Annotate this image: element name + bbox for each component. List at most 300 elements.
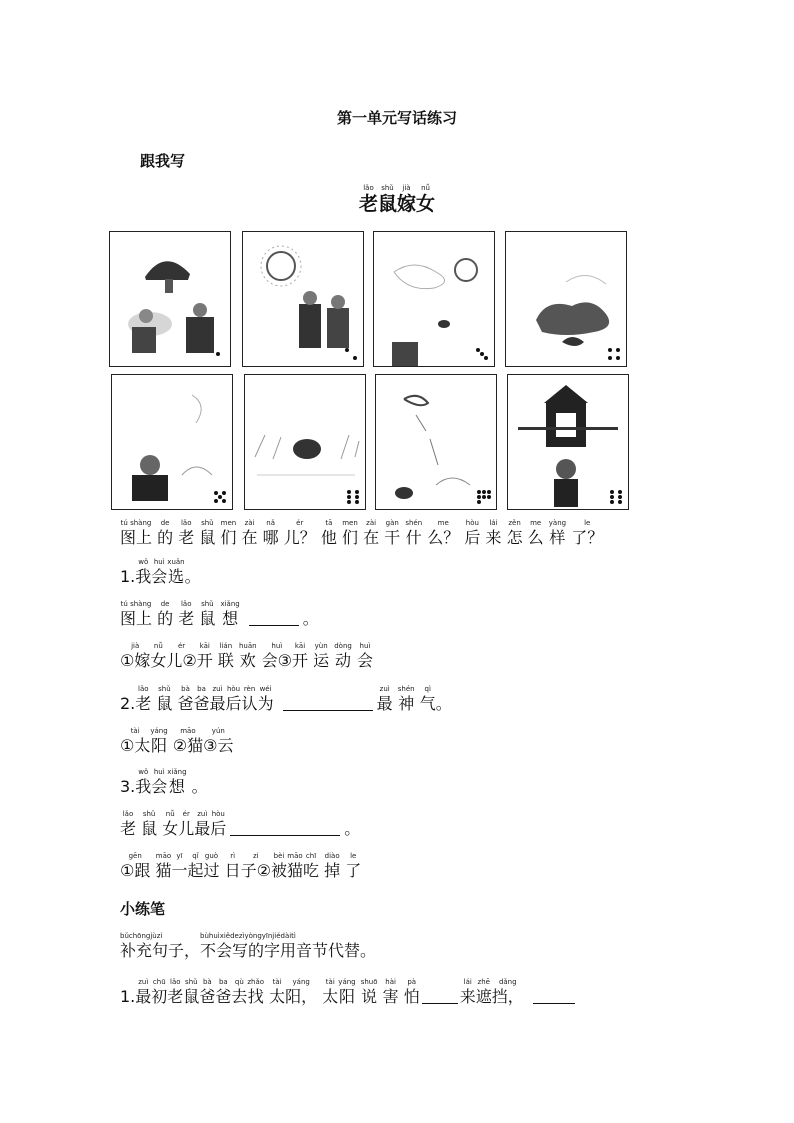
pinyin-text: dòng xyxy=(334,642,352,650)
hanzi-text: 太 xyxy=(269,987,286,1006)
pinyin-char xyxy=(528,519,544,548)
pinyin-char xyxy=(135,558,151,587)
hanzi-text: 鼠 xyxy=(199,609,216,628)
hanzi-text: 什 xyxy=(405,528,422,547)
inline-text: 。 xyxy=(435,694,452,713)
hanzi-text: 最 xyxy=(194,819,211,838)
pinyin-text: rì xyxy=(230,852,236,860)
q3-sentence xyxy=(120,810,360,839)
pinyin-text: zuì xyxy=(379,685,390,693)
hanzi-text: 挡， xyxy=(491,987,524,1006)
dice-dot xyxy=(214,499,218,503)
pinyin-char xyxy=(135,978,151,1007)
q3-heading xyxy=(120,768,208,797)
hanzi-text: 鼠 xyxy=(141,819,158,838)
pinyin-text: yùn xyxy=(314,642,328,650)
inline-text: 。 xyxy=(191,777,208,796)
pinyin-char xyxy=(200,932,376,961)
pinyin-char xyxy=(178,600,194,629)
dice-dot xyxy=(216,352,220,356)
pinyin-text: zěn xyxy=(508,519,521,527)
pinyin-char xyxy=(460,978,476,1007)
pinyin-text: bùhuìxiědezìyòngyīnjiédàitì xyxy=(200,932,296,940)
pinyin-text: māo xyxy=(155,852,172,860)
q1-heading xyxy=(120,558,201,587)
pinyin-text: lǎo xyxy=(122,810,134,818)
pinyin-char xyxy=(194,685,210,714)
pinyin-char xyxy=(199,600,215,629)
pinyin-text: huān xyxy=(238,642,257,650)
pinyin-char xyxy=(171,852,187,881)
pinyin-char xyxy=(383,978,399,1007)
pinyin-char xyxy=(120,932,200,961)
hanzi-text: 想 xyxy=(168,777,185,796)
pinyin-char xyxy=(420,685,436,714)
pinyin-text: lǎo xyxy=(363,184,374,192)
pinyin-char xyxy=(151,768,167,797)
hanzi-text: 鼠 xyxy=(183,987,200,1006)
pinyin-char xyxy=(141,810,157,839)
pinyin-char xyxy=(357,642,373,671)
pinyin-text: yī xyxy=(176,852,183,860)
hanzi-text: 老 xyxy=(167,987,184,1006)
pinyin-text: kāi xyxy=(199,642,210,650)
hanzi-text: 会 xyxy=(151,777,168,796)
dice-dot xyxy=(345,348,349,352)
pinyin-char xyxy=(120,727,150,756)
dice-dot xyxy=(355,500,359,504)
pinyin-char xyxy=(167,768,186,797)
hanzi-text: 猫 xyxy=(287,861,304,880)
pinyin-char xyxy=(151,558,167,587)
hanzi-text: 不会写的字用音节代替。 xyxy=(200,941,377,960)
pinyin-char xyxy=(239,642,257,671)
pinyin-text: nǎ xyxy=(266,519,276,527)
pinyin-text: dǎng xyxy=(498,978,517,986)
hanzi-text: 补充句子， xyxy=(120,941,201,960)
answer-blank[interactable] xyxy=(422,989,458,1004)
pinyin-text: qù xyxy=(234,978,244,986)
pinyin-char xyxy=(135,685,151,714)
hanzi-text: 欢 xyxy=(239,651,256,670)
pinyin-char xyxy=(338,978,355,1007)
dice-dot xyxy=(616,348,620,352)
pinyin-char xyxy=(258,685,274,714)
hanzi-text: 为 xyxy=(257,694,274,713)
hanzi-text: 最 xyxy=(135,987,152,1006)
hanzi-text: 掉 xyxy=(324,861,341,880)
dice-dot xyxy=(477,495,481,499)
hanzi-text: 老 xyxy=(178,528,195,547)
dice-dot xyxy=(476,348,480,352)
dice-icon xyxy=(213,490,227,504)
dice-dot xyxy=(484,356,488,360)
hanzi-text: 么？ xyxy=(427,528,460,547)
pinyin-char xyxy=(150,727,167,756)
dice-dot xyxy=(482,490,486,494)
dice-dot xyxy=(347,490,351,494)
q1-sentence xyxy=(120,600,319,629)
pinyin-text: me xyxy=(530,519,542,527)
dice-dot xyxy=(618,495,622,499)
story-panel-7 xyxy=(375,374,497,510)
pinyin-text: lái xyxy=(489,519,498,527)
pinyin-text: māo xyxy=(287,852,303,860)
hanzi-text: 动 xyxy=(335,651,352,670)
story-title-char xyxy=(416,184,435,215)
section-heading-follow: 跟我写 xyxy=(140,152,186,170)
hanzi-text: 爸 xyxy=(215,987,232,1006)
inline-text: 2. xyxy=(120,694,136,713)
pinyin-char xyxy=(203,727,233,756)
pinyin-char xyxy=(377,685,393,714)
hanzi-text: 吃 xyxy=(303,861,320,880)
inline-text: 1. xyxy=(120,987,136,1006)
exercise-1 xyxy=(120,978,579,1007)
question-line xyxy=(120,519,603,548)
pinyin-text: tài xyxy=(272,978,282,986)
pinyin-text: wéi xyxy=(259,685,272,693)
hanzi-text: 老 xyxy=(120,819,137,838)
pinyin-char xyxy=(231,978,247,1007)
pinyin-text: hòu xyxy=(465,519,479,527)
pinyin-text: xuǎn xyxy=(167,558,185,566)
pinyin-text: zuì xyxy=(138,978,149,986)
hanzi-text: 爸 xyxy=(199,987,216,1006)
inline-text: 1. xyxy=(120,567,136,586)
pinyin-text: ba xyxy=(218,978,228,986)
hanzi-text: 爸 xyxy=(177,694,194,713)
answer-blank[interactable] xyxy=(533,989,575,1004)
pinyin-char xyxy=(218,642,234,671)
hanzi-text: 女 xyxy=(150,651,167,670)
pinyin-char xyxy=(384,519,400,548)
pinyin-text: yáng xyxy=(338,978,356,986)
hanzi-text: 他 xyxy=(320,528,337,547)
dice-icon xyxy=(344,347,358,361)
pinyin-char xyxy=(241,852,271,881)
pinyin-text: zi xyxy=(252,852,259,860)
pinyin-char xyxy=(157,600,173,629)
hanzi-text: 们 xyxy=(220,528,237,547)
pinyin-text: tài xyxy=(325,978,335,986)
dice-icon xyxy=(607,347,621,361)
page-title: 第一单元写话练习 xyxy=(336,109,457,127)
pinyin-char xyxy=(225,852,241,881)
dice-icon xyxy=(475,347,489,361)
hanzi-text: 最 xyxy=(209,694,226,713)
inline-text: 。 xyxy=(344,819,361,838)
pinyin-text: lǎo xyxy=(138,685,149,693)
hanzi-text: 老 xyxy=(358,193,378,215)
pinyin-char xyxy=(247,978,264,1007)
dice-dot xyxy=(477,500,481,504)
dice-dot xyxy=(477,490,481,494)
pinyin-text: tā xyxy=(325,519,333,527)
pinyin-text: zhē xyxy=(477,978,490,986)
pinyin-char xyxy=(120,519,152,548)
pinyin-text: lián xyxy=(219,642,233,650)
pinyin-char xyxy=(571,519,603,548)
pinyin-char xyxy=(492,978,524,1007)
pinyin-char xyxy=(173,727,203,756)
pinyin-char xyxy=(204,852,220,881)
hanzi-text: 后 xyxy=(210,819,227,838)
hanzi-text: 一 xyxy=(171,861,188,880)
pinyin-char xyxy=(242,519,258,548)
pinyin-text: lǎo xyxy=(180,519,192,527)
pinyin-text: tú shàng xyxy=(120,519,152,527)
hanzi-text: ①太 xyxy=(120,736,151,755)
hanzi-text: 选 xyxy=(167,567,184,586)
pinyin-text: qì xyxy=(424,685,431,693)
pinyin-char xyxy=(194,810,210,839)
pinyin-text: men xyxy=(342,519,358,527)
hanzi-text: ②猫 xyxy=(172,736,204,755)
pinyin-char xyxy=(269,978,285,1007)
story-panel-1 xyxy=(109,231,231,367)
pinyin-text: bà xyxy=(202,978,212,986)
hanzi-text: 害 xyxy=(382,987,399,1006)
hanzi-text: 会 xyxy=(151,567,168,586)
pinyin-char xyxy=(226,685,242,714)
hanzi-text: 干 xyxy=(384,528,401,547)
pinyin-text: gàn xyxy=(385,519,399,527)
dice-dot xyxy=(482,495,486,499)
pinyin-text: shén xyxy=(397,685,415,693)
dice-dot xyxy=(487,495,491,499)
pinyin-char xyxy=(120,852,150,881)
pinyin-text: xiǎng xyxy=(220,600,240,608)
hanzi-text: 遮 xyxy=(475,987,492,1006)
dice-dot xyxy=(487,490,491,494)
answer-blank[interactable] xyxy=(230,821,340,836)
hanzi-text: 鼠 xyxy=(156,694,173,713)
story-panel-8 xyxy=(507,374,629,510)
dice-dot xyxy=(608,356,612,360)
pinyin-text: yáng xyxy=(150,727,168,735)
pinyin-char xyxy=(215,978,231,1007)
story-title xyxy=(0,184,794,215)
hanzi-text: 后 xyxy=(464,528,481,547)
answer-blank[interactable] xyxy=(249,611,299,626)
hanzi-text: 们 xyxy=(341,528,358,547)
hanzi-text: 么 xyxy=(527,528,544,547)
pinyin-char xyxy=(404,978,420,1007)
pinyin-char xyxy=(135,768,151,797)
pinyin-text: lǎo xyxy=(170,978,181,986)
q2-sentence xyxy=(120,685,452,714)
pinyin-char xyxy=(303,852,319,881)
pinyin-text: zài xyxy=(244,519,255,527)
hanzi-text: 样 xyxy=(549,528,566,547)
pinyin-text: jià xyxy=(402,184,411,192)
pinyin-char xyxy=(313,642,329,671)
dice-icon xyxy=(477,490,491,504)
pinyin-char xyxy=(120,642,150,671)
hanzi-text: 阳 xyxy=(338,987,355,1006)
pinyin-char xyxy=(210,810,226,839)
pinyin-text: wǒ xyxy=(138,768,149,776)
pinyin-text: nǚ xyxy=(153,642,163,650)
pinyin-text: huì xyxy=(271,642,283,650)
hanzi-text: 来 xyxy=(459,987,476,1006)
hanzi-text: 后 xyxy=(225,694,242,713)
hanzi-text: 怕 xyxy=(403,987,420,1006)
pinyin-text: de xyxy=(160,600,170,608)
answer-blank[interactable] xyxy=(283,696,373,711)
pinyin-char xyxy=(262,642,292,671)
pinyin-char xyxy=(464,519,480,548)
pinyin-char xyxy=(322,978,338,1007)
hanzi-text: 猫 xyxy=(155,861,172,880)
dice-dot xyxy=(214,491,218,495)
pinyin-char xyxy=(199,978,215,1007)
dice-dot xyxy=(610,500,614,504)
pinyin-text: huì xyxy=(153,558,165,566)
pinyin-char xyxy=(162,810,178,839)
pinyin-text: lái xyxy=(463,978,472,986)
dice-dot xyxy=(610,495,614,499)
hanzi-text: 鼠 xyxy=(377,193,397,215)
pinyin-text: hòu xyxy=(226,685,241,693)
pinyin-char xyxy=(324,852,340,881)
pinyin-char xyxy=(427,519,459,548)
hanzi-text: 的 xyxy=(157,609,174,628)
pinyin-text: diào xyxy=(324,852,340,860)
hanzi-text: 女 xyxy=(162,819,179,838)
pinyin-char xyxy=(177,685,193,714)
dice-dot xyxy=(608,348,612,352)
hanzi-text: 太 xyxy=(322,987,339,1006)
hanzi-text: 起 xyxy=(187,861,204,880)
story-panel-5 xyxy=(111,374,233,510)
q1-options xyxy=(120,642,373,671)
pinyin-text: jià xyxy=(131,642,140,650)
inline-text: 3. xyxy=(120,777,136,796)
pinyin-char xyxy=(220,600,239,629)
hanzi-text: 哪 xyxy=(262,528,279,547)
hanzi-text: 说 xyxy=(361,987,378,1006)
dice-dot xyxy=(480,352,484,356)
dice-dot xyxy=(355,490,359,494)
pinyin-text: hòu xyxy=(211,810,225,818)
dice-dot xyxy=(347,500,351,504)
hanzi-text: 过 xyxy=(203,861,220,880)
pinyin-char xyxy=(120,810,136,839)
pinyin-text: men xyxy=(220,519,237,527)
pinyin-char xyxy=(361,978,378,1007)
hanzi-text: 的 xyxy=(157,528,174,547)
hanzi-text: 子② xyxy=(240,861,271,880)
dice-dot xyxy=(355,495,359,499)
pinyin-char xyxy=(120,600,152,629)
hanzi-text: 怎 xyxy=(506,528,523,547)
pinyin-text: shǔ xyxy=(158,685,171,693)
pinyin-text: ér xyxy=(296,519,304,527)
pinyin-text: bà xyxy=(181,685,190,693)
pinyin-char xyxy=(342,519,358,548)
hanzi-text: 认 xyxy=(241,694,258,713)
pinyin-text: hài xyxy=(385,978,396,986)
pinyin-char xyxy=(157,519,173,548)
hanzi-text: 想 xyxy=(222,609,239,628)
pinyin-text: gēn xyxy=(128,852,142,860)
dice-icon xyxy=(609,490,623,504)
pinyin-text: zài xyxy=(366,519,377,527)
pinyin-text: shǔ xyxy=(142,810,156,818)
hanzi-text: 开 xyxy=(196,651,213,670)
pinyin-char xyxy=(549,519,566,548)
pinyin-char xyxy=(398,685,415,714)
pinyin-text: chī xyxy=(305,852,317,860)
pinyin-char xyxy=(287,852,303,881)
hanzi-text: 来 xyxy=(485,528,502,547)
story-panel-2 xyxy=(242,231,364,367)
pinyin-text: zhǎo xyxy=(247,978,265,986)
pinyin-text: huì xyxy=(359,642,371,650)
hanzi-text: 女 xyxy=(416,193,436,215)
hanzi-text: 运 xyxy=(313,651,330,670)
pinyin-text: rèn xyxy=(243,685,256,693)
hanzi-text: 找 xyxy=(247,987,264,1006)
dice-icon xyxy=(211,347,225,361)
hanzi-text: 爸 xyxy=(193,694,210,713)
hanzi-text: 日 xyxy=(224,861,241,880)
pinyin-text: chū xyxy=(152,978,166,986)
hanzi-text: 神 xyxy=(398,694,415,713)
pinyin-char xyxy=(321,519,337,548)
pinyin-text: zuì xyxy=(212,685,223,693)
pinyin-char xyxy=(167,978,183,1007)
hanzi-text: ①嫁 xyxy=(120,651,151,670)
pinyin-char xyxy=(263,519,279,548)
pinyin-text: kāi xyxy=(294,642,306,650)
hanzi-text: 阳， xyxy=(285,987,318,1006)
hanzi-text: 在 xyxy=(241,528,258,547)
story-title-char xyxy=(378,184,397,215)
pinyin-text: ér xyxy=(182,810,190,818)
pinyin-text: lǎo xyxy=(180,600,192,608)
pinyin-char xyxy=(405,519,422,548)
inline-text: 。 xyxy=(302,609,319,628)
hanzi-text: 了？ xyxy=(571,528,604,547)
dice-dot xyxy=(616,356,620,360)
pinyin-text: yàng xyxy=(548,519,567,527)
hanzi-text: 开 xyxy=(292,651,309,670)
hanzi-text: 在 xyxy=(363,528,380,547)
pinyin-text: māo xyxy=(180,727,196,735)
pinyin-char xyxy=(345,852,361,881)
pinyin-text: xiǎng xyxy=(167,768,187,776)
q2-options xyxy=(120,727,233,756)
dice-dot xyxy=(353,356,357,360)
pinyin-text: le xyxy=(584,519,591,527)
hanzi-text: 我 xyxy=(135,777,152,796)
pinyin-char xyxy=(197,642,213,671)
hanzi-text: 鼠 xyxy=(199,528,216,547)
pinyin-char xyxy=(271,852,287,881)
pinyin-text: nǚ xyxy=(421,184,430,192)
pinyin-char xyxy=(284,519,316,548)
pinyin-text: nǚ xyxy=(165,810,175,818)
pinyin-char xyxy=(150,642,166,671)
pinyin-text: shǔ xyxy=(201,600,214,608)
pinyin-text: tú shàng xyxy=(120,600,152,608)
pinyin-char xyxy=(220,519,236,548)
pinyin-char xyxy=(166,642,196,671)
pinyin-text: yún xyxy=(211,727,225,735)
